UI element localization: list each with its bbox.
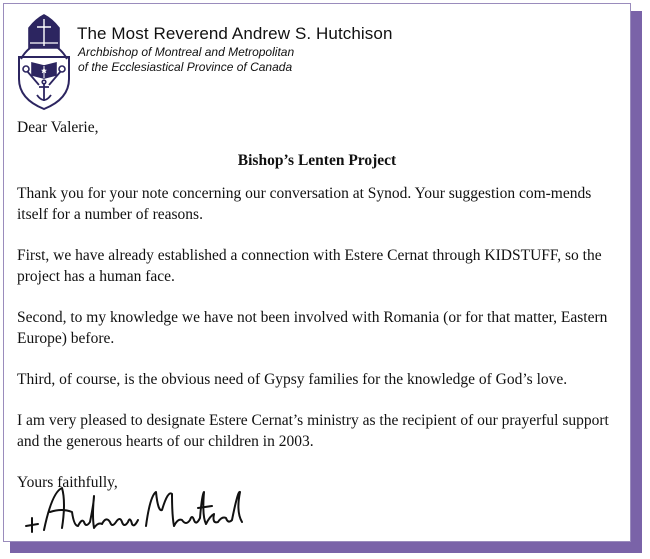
paragraph-4: Third, of course, is the obvious need of Gypsy families for the knowledge of God’s love. — [17, 371, 568, 388]
paragraph-1: Thank you for your note concerning our conversation at Synod. Your suggestion com-mends itself for a number of reasons. — [17, 185, 592, 223]
paragraph-5: I am very pleased to designate Estere Cernat’s ministry as the recipient of our prayerful support and the generous hearts of our children in 2003. — [17, 412, 609, 450]
letter-body — [17, 117, 617, 493]
handwritten-signature — [22, 482, 252, 540]
letter-page — [3, 3, 631, 542]
paragraph-3: Second, to my knowledge we have not been involved with Romania (or for that matter, Eastern Europe) before. — [17, 309, 608, 347]
diocese-coat-of-arms-icon — [15, 13, 73, 111]
letterhead-title-line1: Archbishop of Montreal and Metropolitan — [78, 45, 295, 59]
letterhead-title-line2: of the Ecclesiastical Province of Canada — [78, 60, 293, 74]
letter-subject: Bishop’s Lenten Project — [237, 152, 397, 169]
paragraph-2: First, we have already established a connection with Estere Cernat through KIDSTUFF, so the project has a human face. — [17, 247, 602, 285]
salutation: Dear Valerie, — [17, 119, 99, 136]
letterhead-title — [78, 45, 294, 75]
letterhead-name: The Most Reverend Andrew S. Hutchison — [77, 24, 393, 43]
closing: Yours faithfully, — [17, 474, 118, 491]
